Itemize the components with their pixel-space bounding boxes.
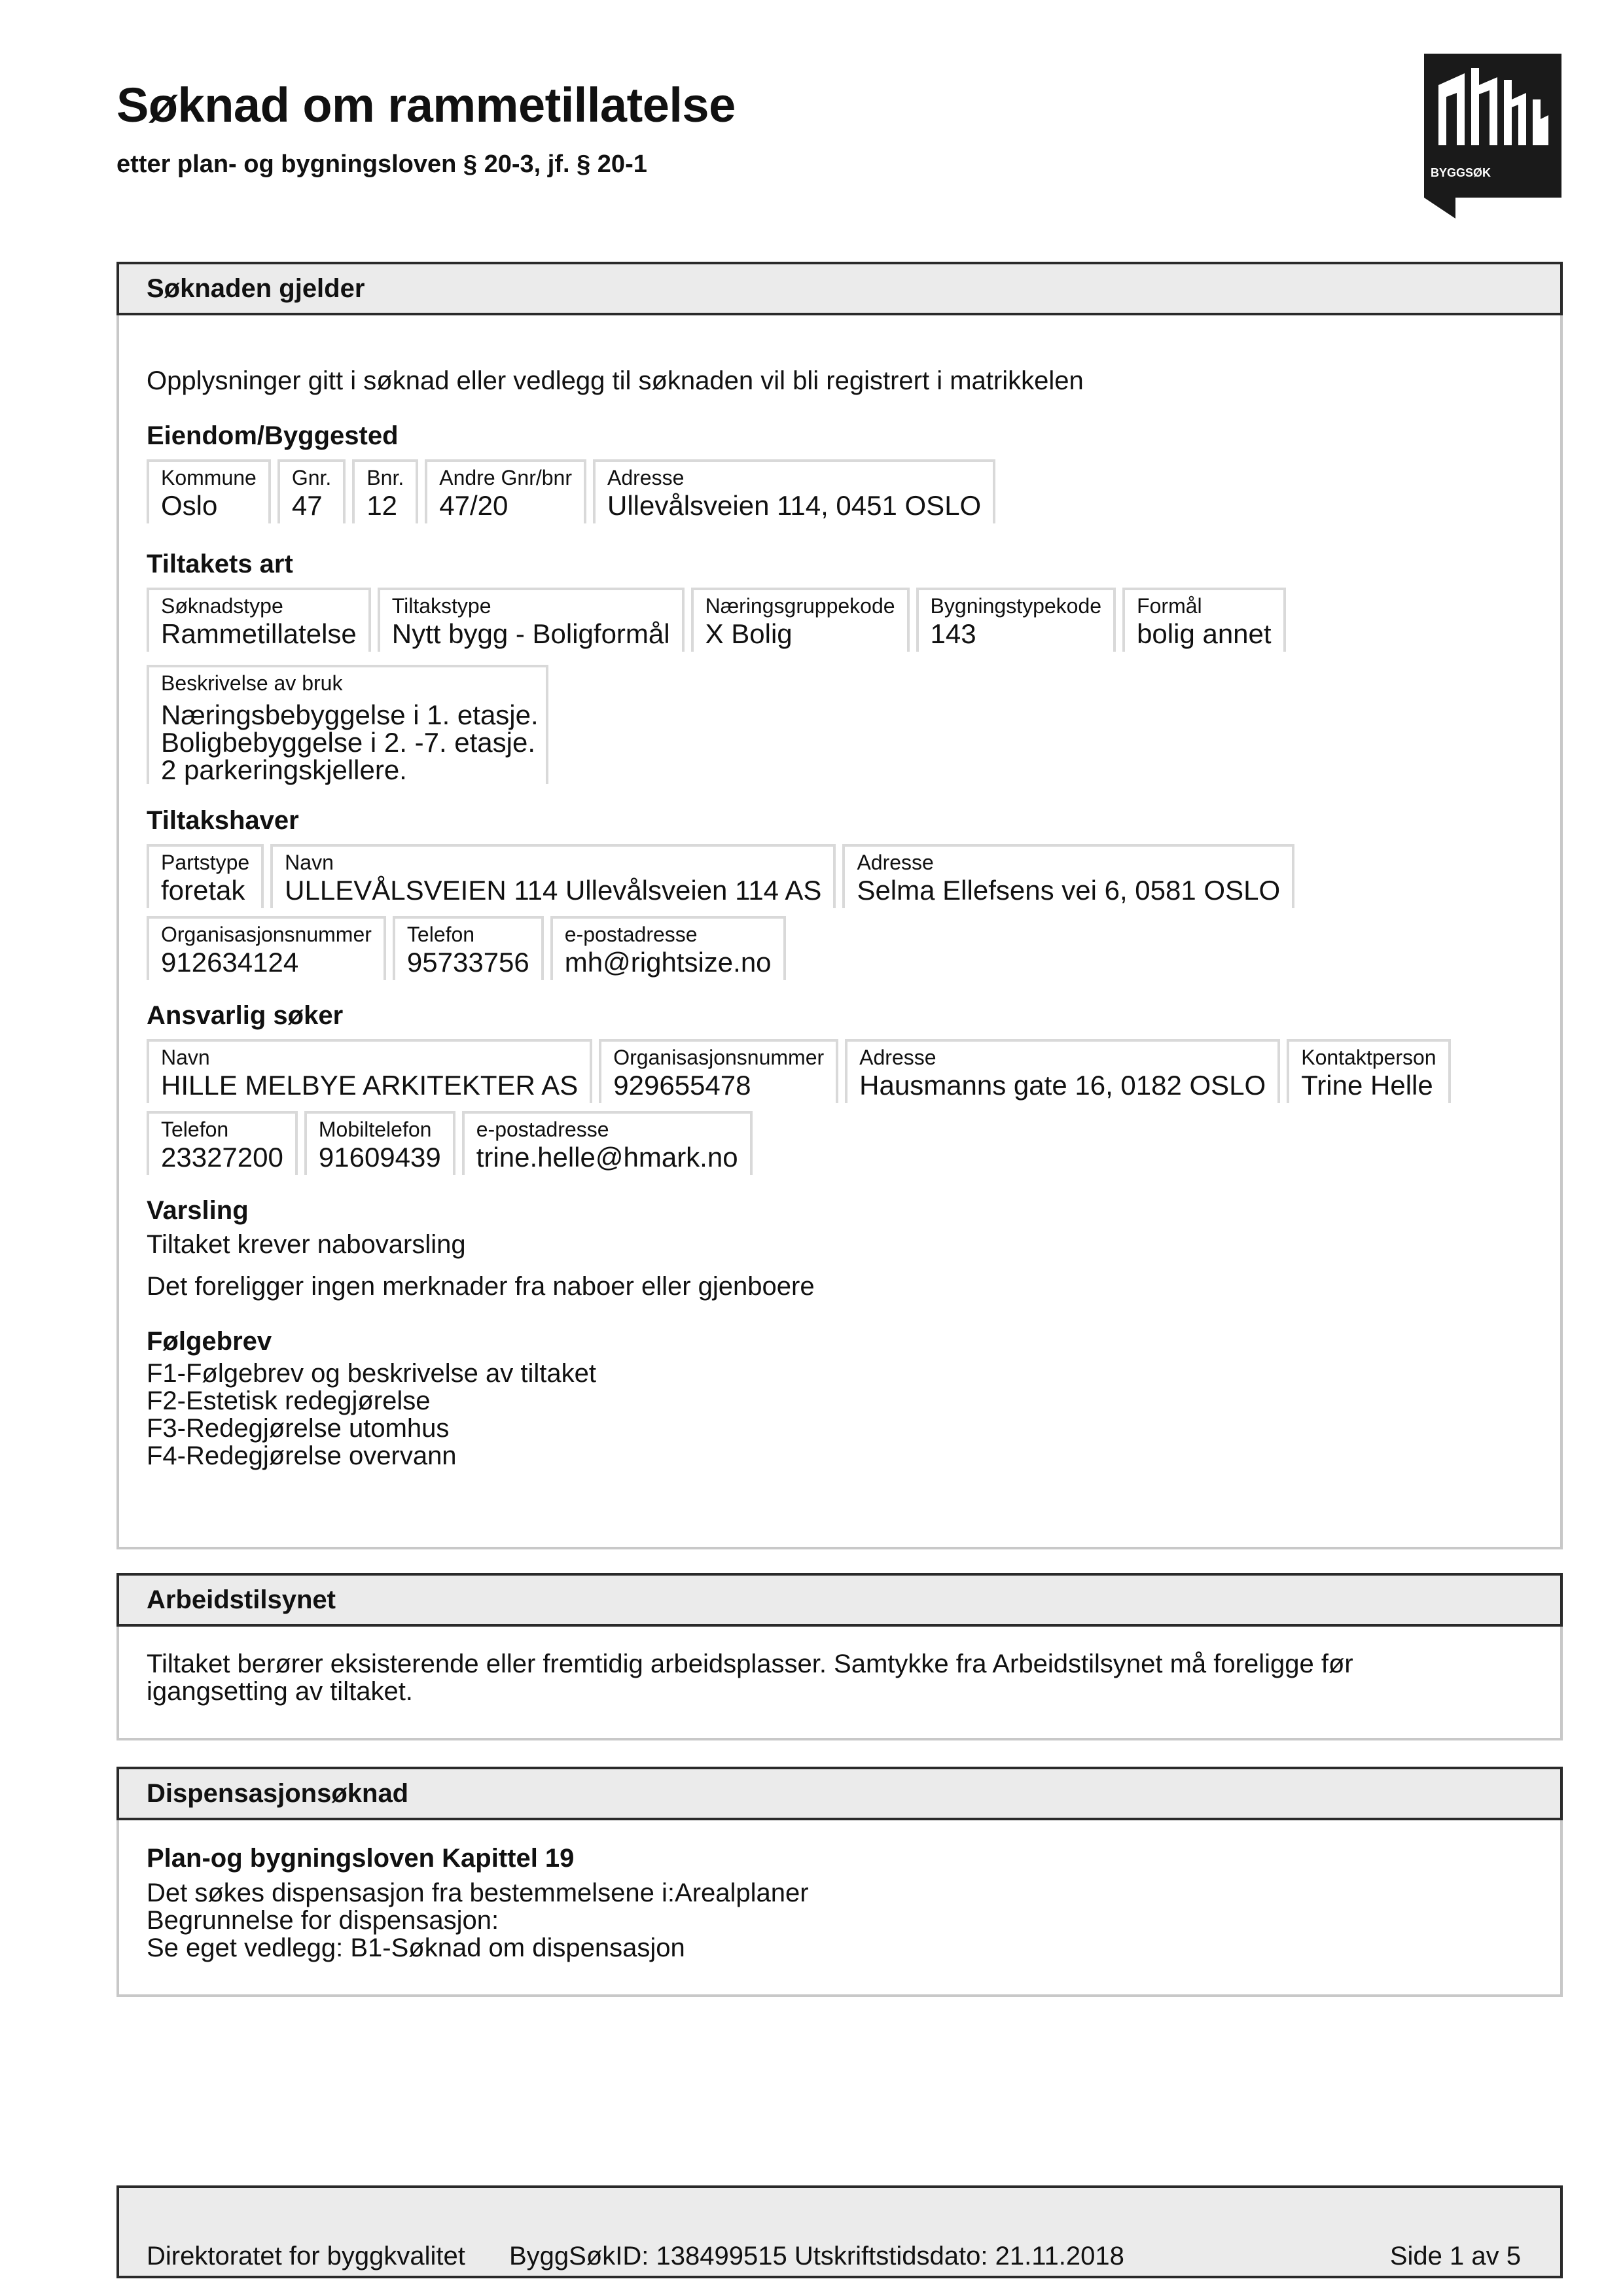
arbeidstilsynet-text: igangsetting av tiltaket. [147, 1677, 413, 1706]
section-header: Dispensasjonsøknad [116, 1767, 1563, 1820]
bruk-fields [147, 665, 1533, 784]
bruk-line: Boligbebyggelse i 2. -7. etasje. [161, 727, 536, 758]
dispensasjon-text: Begrunnelse for dispensasjon: [147, 1906, 499, 1935]
field-andre-gnr-bnr: Andre Gnr/bnr 47/20 [425, 459, 586, 523]
field-kontaktperson: Kontaktperson Trine Helle [1287, 1039, 1450, 1103]
tiltakshaver-heading: Tiltakshaver [147, 806, 299, 835]
eiendom-heading: Eiendom/Byggested [147, 421, 399, 450]
footer-org: Direktoratet for byggkvalitet [147, 2242, 465, 2270]
varsling-text: Det foreligger ingen merknader fra naboer eller gjenboere [147, 1272, 815, 1301]
field-organisasjonsnummer: Organisasjonsnummer 912634124 [147, 916, 386, 980]
field-formal: Formål bolig annet [1122, 588, 1286, 652]
byggsok-logo [1424, 54, 1561, 198]
folgebrev-heading: Følgebrev [147, 1327, 272, 1356]
section-header: Søknaden gjelder [116, 262, 1563, 315]
bruk-line: 2 parkeringskjellere. [161, 754, 407, 785]
section-arbeidstilsynet [116, 1573, 1563, 1740]
field-adresse: Adresse Ullevålsveien 114, 0451 OSLO [593, 459, 995, 523]
field-navn: Navn HILLE MELBYE ARKITEKTER AS [147, 1039, 592, 1103]
field-epost: e-postadresse trine.helle@hmark.no [462, 1111, 753, 1175]
list-item: F3-Redegjørelse utomhus [147, 1414, 450, 1443]
field-beskrivelse-av-bruk: Beskrivelse av bruk Næringsbebyggelse i 1. etasje. Boligbebyggelse i 2. -7. etasje. 2 parkeringskjellere. [147, 665, 548, 784]
field-epost: e-postadresse mh@rightsize.no [550, 916, 786, 980]
field-gnr: Gnr. 47 [277, 459, 346, 523]
footer-page-number: Side 1 av 5 [1389, 2242, 1521, 2270]
list-item: F1-Følgebrev og beskrivelse av tiltaket [147, 1359, 596, 1388]
arbeidstilsynet-text: Tiltaket berører eksisterende eller fremtidig arbeidsplasser. Samtykke fra Arbeidstilsynet må foreligge før [147, 1650, 1353, 1678]
dispensasjon-heading: Plan-og bygningsloven Kapittel 19 [147, 1844, 575, 1873]
dispensasjon-text: Det søkes dispensasjon fra bestemmelsene i:Arealplaner [147, 1879, 809, 1907]
field-telefon: Telefon 23327200 [147, 1111, 298, 1175]
page-title: Søknad om rammetillatelse [116, 78, 736, 132]
field-telefon: Telefon 95733756 [393, 916, 544, 980]
field-kommune: Kommune Oslo [147, 459, 271, 523]
eiendom-fields [147, 459, 1533, 523]
field-bnr: Bnr. 12 [352, 459, 418, 523]
tiltakshaver-fields-2 [147, 916, 1533, 980]
field-soknadstype: Søknadstype Rammetillatelse [147, 588, 371, 652]
field-naeringsgruppekode: Næringsgruppekode X Bolig [691, 588, 910, 652]
field-navn: Navn ULLEVÅLSVEIEN 114 Ullevålsveien 114 AS [270, 844, 836, 908]
page-footer [116, 2185, 1563, 2278]
field-organisasjonsnummer: Organisasjonsnummer 929655478 [599, 1039, 838, 1103]
varsling-text: Tiltaket krever nabovarsling [147, 1230, 466, 1259]
section-dispensasjon [116, 1767, 1563, 1997]
section-soknaden-gjelder [116, 262, 1563, 1549]
field-adresse: Adresse Selma Ellefsens vei 6, 0581 OSLO [842, 844, 1294, 908]
footer-byggsok-id: ByggSøkID: 138499515 Utskriftstidsdato: 21.11.2018 [509, 2242, 1124, 2270]
list-item: F2-Estetisk redegjørelse [147, 1386, 431, 1415]
field-tiltakstype: Tiltakstype Nytt bygg - Boligformål [378, 588, 685, 652]
field-mobiltelefon: Mobiltelefon 91609439 [304, 1111, 455, 1175]
ansvarlig-fields-1 [147, 1039, 1533, 1103]
field-adresse: Adresse Hausmanns gate 16, 0182 OSLO [845, 1039, 1280, 1103]
dispensasjon-text: Se eget vedlegg: B1-Søknad om dispensasjon [147, 1934, 685, 1962]
field-partstype: Partstype foretak [147, 844, 264, 908]
folgebrev-list [147, 1360, 1533, 1470]
byggsok-logo-icon [1424, 54, 1561, 221]
page-subtitle: etter plan- og bygningsloven § 20-3, jf. § 20-1 [116, 150, 647, 178]
tiltakshaver-fields-1 [147, 844, 1533, 908]
logo-text: BYGGSØK [1431, 166, 1491, 179]
ansvarlig-heading: Ansvarlig søker [147, 1001, 344, 1030]
varsling-heading: Varsling [147, 1196, 249, 1225]
matrikkel-notice: Opplysninger gitt i søknad eller vedlegg til søknaden vil bli registrert i matrikkelen [147, 366, 1084, 395]
section-header: Arbeidstilsynet [116, 1573, 1563, 1627]
list-item: F4-Redegjørelse overvann [147, 1441, 457, 1470]
tiltak-heading: Tiltakets art [147, 550, 293, 578]
tiltak-fields [147, 588, 1533, 652]
ansvarlig-fields-2 [147, 1111, 1533, 1175]
field-bygningstypekode: Bygningstypekode 143 [916, 588, 1116, 652]
bruk-line: Næringsbebyggelse i 1. etasje. [161, 699, 539, 730]
